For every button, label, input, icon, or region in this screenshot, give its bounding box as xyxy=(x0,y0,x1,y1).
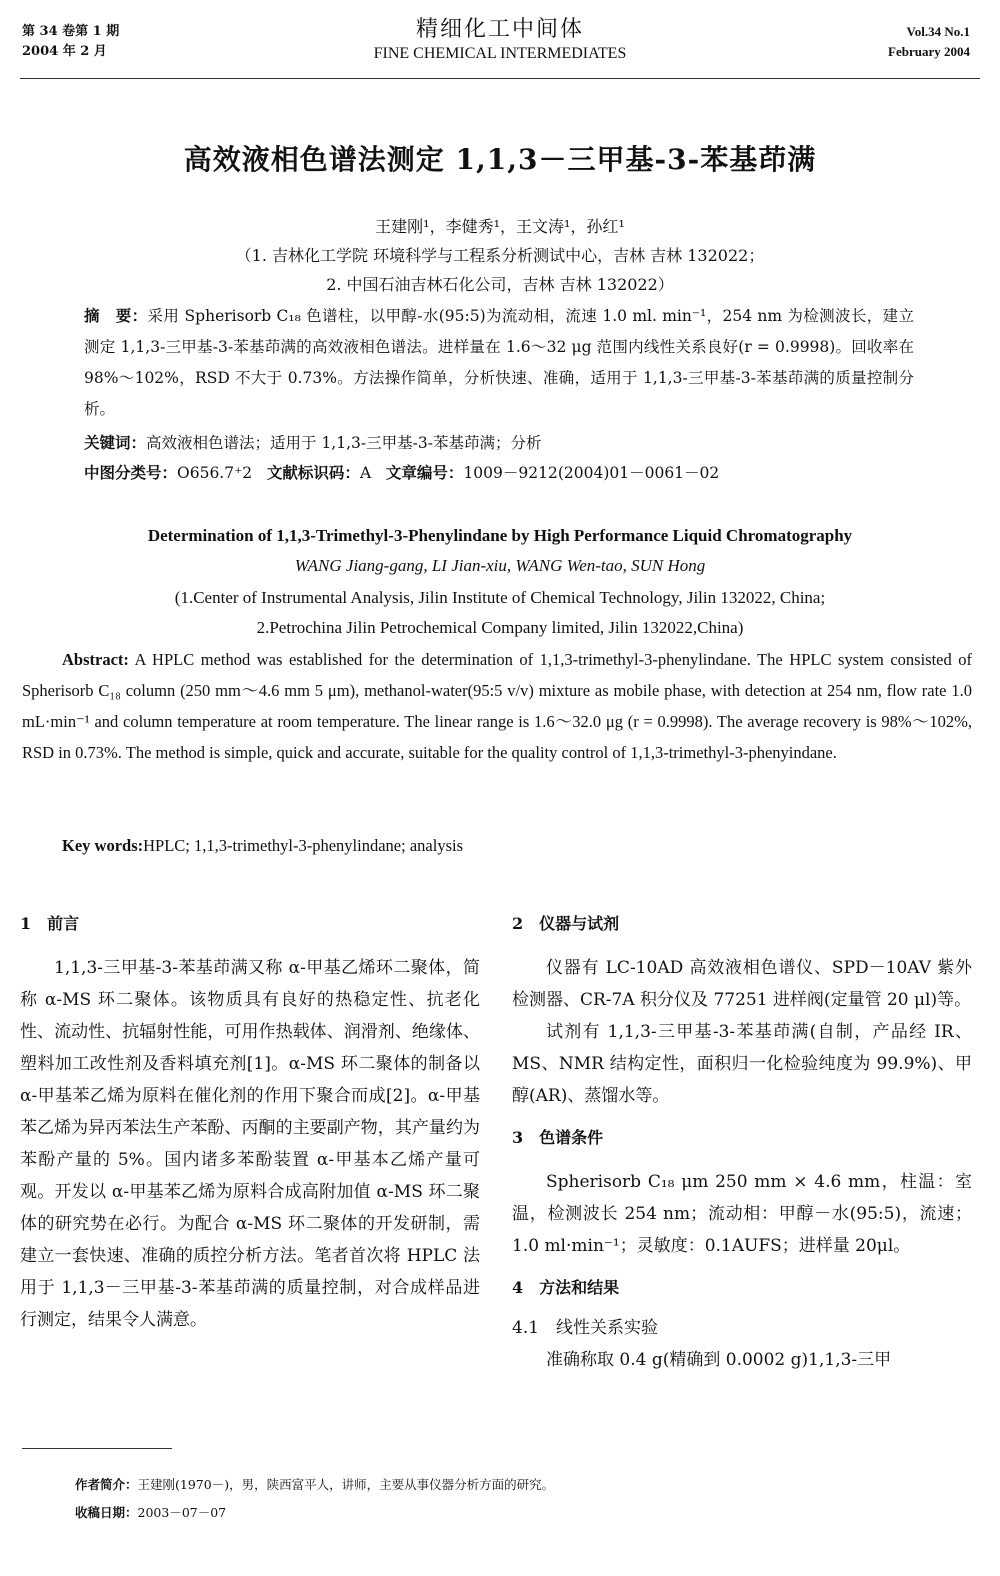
affiliation-en-1: (1.Center of Instrumental Analysis, Jilin Institute of Chemical Technology, Jilin 132022, China; xyxy=(174,588,826,607)
keywords-en-label: Key words: xyxy=(62,836,144,855)
journal-name-cn: 精细化工中间体 xyxy=(415,17,584,42)
affiliation-en-2: 2.Petrochina Jilin Petrochemical Company limited, Jilin 132022,China) xyxy=(256,618,744,637)
doc-code-label: 文献标识码： xyxy=(266,463,360,482)
clc-label: 中图分类号： xyxy=(84,463,178,482)
doc-code-value: A xyxy=(359,464,372,482)
keywords-cn-text: 高效液相色谱法；适用于 1,1,3-三甲基-3-苯基茚满；分析 xyxy=(146,434,542,452)
page-title: 高效液相色谱法测定 1,1,3－三甲基-3-苯基茚满 xyxy=(183,143,817,176)
keywords-cn-label: 关键词： xyxy=(84,433,147,452)
author-bio xyxy=(75,1472,554,1498)
date-en: February 2004 xyxy=(888,44,970,59)
keywords-cn xyxy=(84,427,914,459)
section-1-title: 1 前言 xyxy=(20,914,80,933)
section-3-paragraph: Spherisorb C₁₈ μm 250 mm × 4.6 mm，柱温：室温，检测波长 254 nm；流动相：甲醇－水(95:5)，流速；1.0 ml·min⁻¹；灵敏度：0.1AUFS；进样量 20μl。 xyxy=(512,1172,972,1256)
clc-value: O656.7⁺2 xyxy=(177,464,253,482)
author-bio-label: 作者简介： xyxy=(75,1477,138,1492)
abstract-cn-text: 采用 Spherisorb C₁₈ 色谱柱，以甲醇-水(95:5)为流动相，流速 1.0 ml. min⁻¹，254 nm 为检测波长，建立测定 1,1,3-三甲基-3-苯基茚满的高效液相色谱法。进样量在 1.6～32 μg 范围内线性关系良好(r = 0.9998)。回收率在 98%～102%，RSD 不大于 0.73%。方法操作简单，分析快速、准确，适用于 1,1,3-三甲基-3-苯基茚满的质量控制分析。 xyxy=(84,307,914,418)
authors-cn: 王建刚¹，李健秀¹，王文涛¹，孙红¹ xyxy=(375,217,625,236)
abstract-cn-label: 摘 要： xyxy=(84,306,148,325)
received-date xyxy=(75,1500,226,1526)
section-4-1-paragraph: 准确称取 0.4 g(精确到 0.0002 g)1,1,3-三甲 xyxy=(546,1350,892,1370)
right-column xyxy=(512,912,972,1376)
abstract-cn xyxy=(84,300,914,425)
section-4-1-title: 4.1 线性关系实验 xyxy=(512,1318,659,1338)
section-2-title: 2 仪器与试剂 xyxy=(512,914,620,933)
abstract-en-text: A HPLC method was established for the determination of 1,1,3-trimethyl-3-phenylindane. The HPLC system consisted of Spherisorb C₁₈ column (250 mm～4.6 mm 5 μm), methanol-water(95:5 v/v) mixture as mobile phase, with detection at 254 nm, flow rate 1.0 mL·min⁻¹ and column temperature at room temperature. The linear range is 1.6～32.0 μg (r = 0.9998). The average recovery is 98%～102%, RSD in 0.73%. The method is simple, quick and accurate, suitable for the quality control of 1,1,3-trimethyl-3-phenyindane. xyxy=(22,650,973,762)
author-bio-text: 王建刚(1970－)，男，陕西富平人，讲师，主要从事仪器分析方面的研究。 xyxy=(137,1477,555,1492)
affiliation-cn-2: 2. 中国石油吉林石化公司，吉林 吉林 132022） xyxy=(326,275,674,294)
section-4-title: 4 方法和结果 xyxy=(512,1278,620,1297)
abstract-en xyxy=(22,644,972,768)
keywords-en-text: HPLC; 1,1,3-trimethyl-3-phenylindane; analysis xyxy=(143,836,463,855)
received-date-label: 收稿日期： xyxy=(75,1505,138,1520)
title-en: Determination of 1,1,3-Trimethyl-3-Phenylindane by High Performance Liquid Chromatography xyxy=(147,526,853,545)
date-cn: 2004 年 2 月 xyxy=(22,44,107,59)
abstract-en-label: Abstract: xyxy=(62,650,129,669)
article-no-label: 文章编号： xyxy=(385,463,464,482)
journal-name xyxy=(0,16,1000,64)
left-column xyxy=(20,912,480,1336)
keywords-en xyxy=(62,830,962,861)
journal-name-en: FINE CHEMICAL INTERMEDIATES xyxy=(373,45,627,62)
volume-en: Vol.34 No.1 xyxy=(906,24,970,39)
authors-en: WANG Jiang-gang, LI Jian-xiu, WANG Wen-tao, SUN Hong xyxy=(294,556,706,575)
section-2-paragraph-1: 仪器有 LC-10AD 高效液相色谱仪、SPD－10AV 紫外检测器、CR-7A 积分仪及 77251 进样阀(定量管 20 μl)等。 xyxy=(512,958,972,1010)
footnote-rule xyxy=(22,1448,172,1449)
article-no-value: 1009－9212(2004)01－0061－02 xyxy=(463,464,720,482)
received-date-text: 2003－07－07 xyxy=(137,1505,227,1520)
section-2-paragraph-2: 试剂有 1,1,3-三甲基-3-苯基茚满(自制，产品经 IR、MS、NMR 结构定性，面积归一化检验纯度为 99.9%)、甲醇(AR)、蒸馏水等。 xyxy=(512,1022,972,1106)
section-1-paragraph: 1,1,3-三甲基-3-苯基茚满又称 α-甲基乙烯环二聚体，简称 α-MS 环二聚体。该物质具有良好的热稳定性、抗老化性、流动性、抗辐射性能，可用作热载体、润滑剂、绝缘体、塑料加工改性剂及香料填充剂[1]。α-MS 环二聚体的制备以 α-甲基苯乙烯为原料在催化剂的作用下聚合而成[2]。α-甲基苯乙烯为异丙苯法生产苯酚、丙酮的主要副产物，其产量约为苯酚产量的 5%。国内诸多苯酚装置 α-甲基本乙烯产量可观。开发以 α-甲基苯乙烯为原料合成高附加值 α-MS 环二聚体的研究势在必行。为配合 α-MS 环二聚体的开发研制，需建立一套快速、准确的质控分析方法。笔者首次将 HPLC 法用于 1,1,3－三甲基-3-苯基茚满的质量控制，对合成样品进行测定，结果令人满意。 xyxy=(20,958,480,1330)
classification xyxy=(84,457,914,489)
section-3-title: 3 色谱条件 xyxy=(512,1128,604,1147)
header-rule xyxy=(20,78,980,79)
volume-cn: 第 34 卷第 1 期 xyxy=(22,24,120,39)
issue-info-en xyxy=(888,22,970,62)
affiliation-cn-1: （1. 吉林化工学院 环境科学与工程系分析测试中心，吉林 吉林 132022； xyxy=(235,246,765,265)
